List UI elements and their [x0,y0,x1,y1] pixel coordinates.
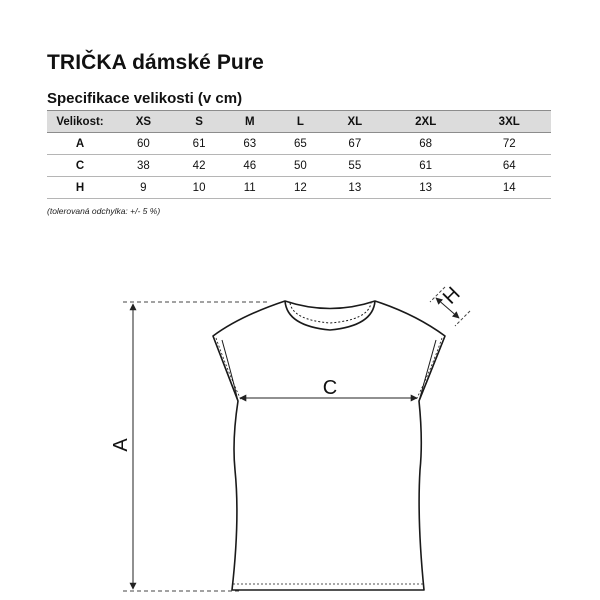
tshirt-right-sleeve-stitch [416,338,442,400]
tshirt-left-sleeve-seam [213,336,238,401]
tshirt-left-sleeve-stitch [216,338,241,400]
tshirt-outline [213,301,445,590]
dimension-c-label: C [322,377,338,399]
tshirt-left-armhole [222,340,238,401]
table-cell: 68 [384,133,468,155]
table-cell: 64 [467,155,551,177]
table-cell: 60 [113,133,174,155]
table-cell: 50 [275,155,326,177]
header-size-s: S [174,111,225,133]
tshirt-right-sleeve-seam [419,336,445,401]
table-cell: 38 [113,155,174,177]
table-cell: 67 [326,133,384,155]
table-cell: 10 [174,177,225,199]
dimension-a [110,302,270,591]
header-size-2xl: 2XL [384,111,468,133]
table-cell: 13 [384,177,468,199]
table-caption: Specifikace velikosti (v cm) [47,90,243,107]
table-cell: 61 [384,155,468,177]
table-cell: 13 [326,177,384,199]
row-label: A [47,133,113,155]
tolerance-note: (tolerovaná odchylka: +/- 5 %) [47,206,161,216]
table-cell: 46 [224,155,275,177]
row-label: H [47,177,113,199]
table-cell: 72 [467,133,551,155]
table-cell: 63 [224,133,275,155]
table-cell: 9 [113,177,174,199]
page-title: TRIČKA dámské Pure [47,51,264,74]
header-size-xl: XL [326,111,384,133]
table-cell: 61 [174,133,225,155]
tshirt-body [213,301,445,590]
table-cell: 42 [174,155,225,177]
dimension-h [430,283,470,326]
header-size-l: L [275,111,326,133]
table-cell: 65 [275,133,326,155]
dimension-a-label: A [110,438,132,452]
dimension-c [240,377,417,399]
table-cell: 12 [275,177,326,199]
header-size-3xl: 3XL [467,111,551,133]
table-cell: 55 [326,155,384,177]
table-cell: 11 [224,177,275,199]
tshirt-right-armhole [419,340,436,401]
dimension-h-label: H [438,282,465,309]
header-size-xs: XS [113,111,174,133]
header-size-m: M [224,111,275,133]
row-label: C [47,155,113,177]
table-cell: 14 [467,177,551,199]
header-size-label: Velikost: [47,111,113,133]
dimension-h-guide-bottom [455,311,470,326]
